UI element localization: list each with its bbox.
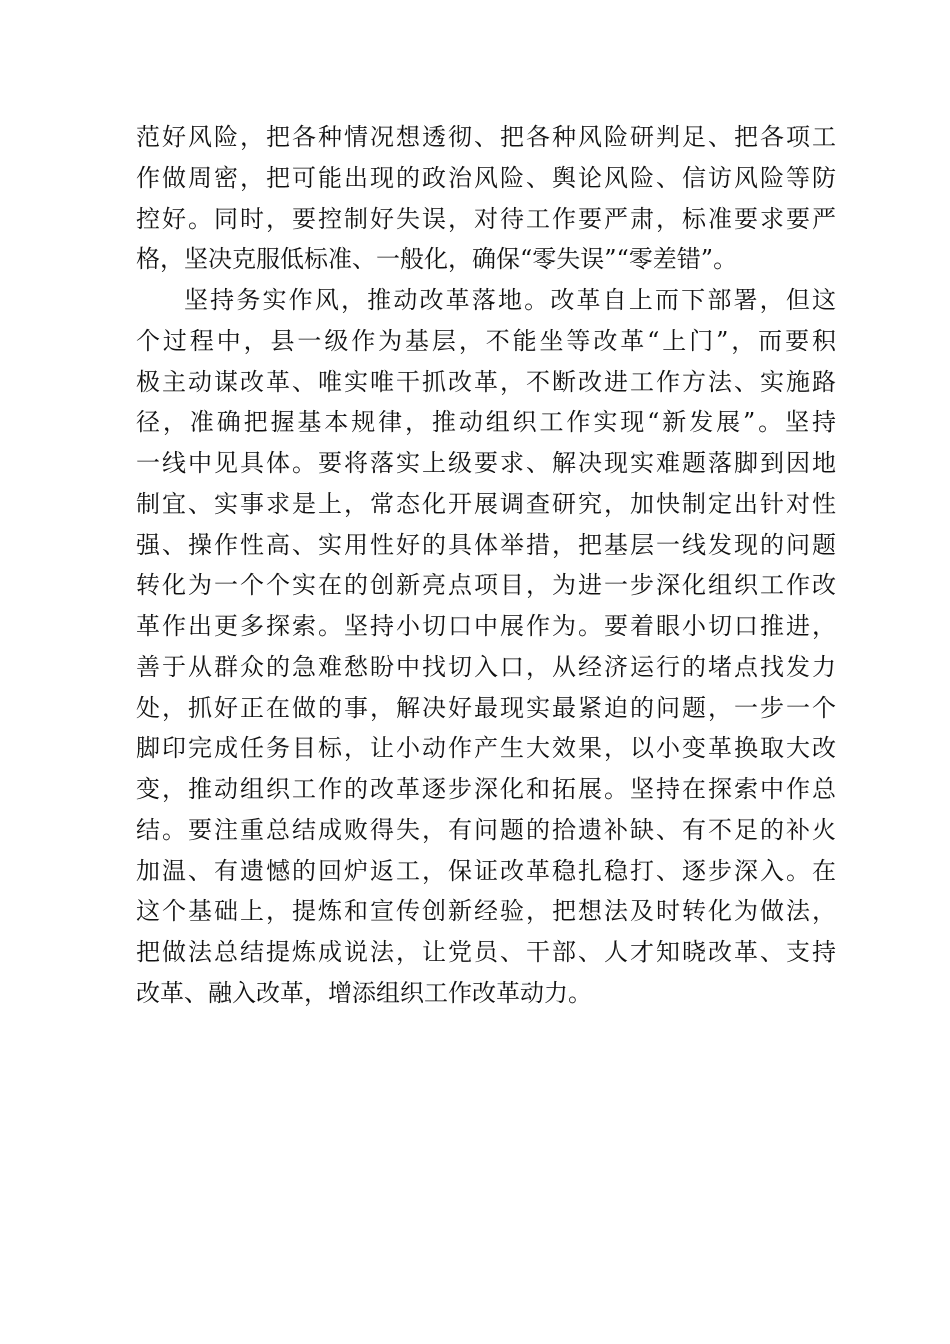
- paragraph-1: [136, 117, 836, 280]
- text-line: 改革、融入改革，增添组织工作改革动力。: [136, 978, 592, 1007]
- text-line: 结。要注重总结成败得失，有问题的拾遗补缺、有不足的补火: [136, 815, 836, 844]
- text-line: 变，推动组织工作的改革逐步深化和拓展。坚持在探索中作总: [136, 775, 836, 803]
- text-line: 把做法总结提炼成说法，让党员、干部、人才知晓改革、支持: [136, 938, 836, 966]
- text-line: 强、操作性高、实用性好的具体举措，把基层一线发现的问题: [136, 530, 836, 559]
- text-line: 格，坚决克服低标准、一般化，确保“零失误”“零差错”。: [136, 245, 738, 274]
- paragraph-2: [136, 280, 836, 1014]
- text-line: 革作出更多探索。坚持小切口中展作为。要着眼小切口推进，: [136, 612, 836, 640]
- text-line: 极主动谋改革、唯实唯干抓改革，不断改进工作方法、实施路: [136, 367, 836, 396]
- text-line: 作做周密，把可能出现的政治风险、舆论风险、信访风险等防: [136, 163, 836, 192]
- text-line: 制宜、实事求是上，常态化开展调查研究，加快制定出针对性: [136, 489, 836, 518]
- text-line: 个过程中，县一级作为基层，不能坐等改革“上门”，而要积: [136, 326, 836, 355]
- text-line: 脚印完成任务目标，让小动作产生大效果，以小变革换取大改: [136, 734, 836, 763]
- text-line: 处，抓好正在做的事，解决好最现实最紧迫的问题，一步一个: [136, 693, 836, 722]
- text-line: 坚持务实作风，推动改革落地。改革自上而下部署，但这: [184, 286, 836, 314]
- body-text: [136, 117, 836, 1014]
- text-line: 善于从群众的急难愁盼中找切入口，从经济运行的堵点找发力: [136, 652, 836, 681]
- text-line: 径，准确把握基本规律，推动组织工作实现“新发展”。坚持: [136, 408, 836, 437]
- text-line: 转化为一个个实在的创新亮点项目，为进一步深化组织工作改: [136, 571, 836, 600]
- text-line: 一线中见具体。要将落实上级要求、解决现实难题落脚到因地: [136, 449, 836, 477]
- text-line: 这个基础上，提炼和宣传创新经验，把想法及时转化为做法，: [136, 897, 836, 926]
- text-line: 加温、有遗憾的回炉返工，保证改革稳扎稳打、逐步深入。在: [136, 856, 836, 885]
- text-line: 控好。同时，要控制好失误，对待工作要严肃，标准要求要严: [136, 204, 836, 233]
- text-line: 范好风险，把各种情况想透彻、把各种风险研判足、把各项工: [136, 123, 836, 151]
